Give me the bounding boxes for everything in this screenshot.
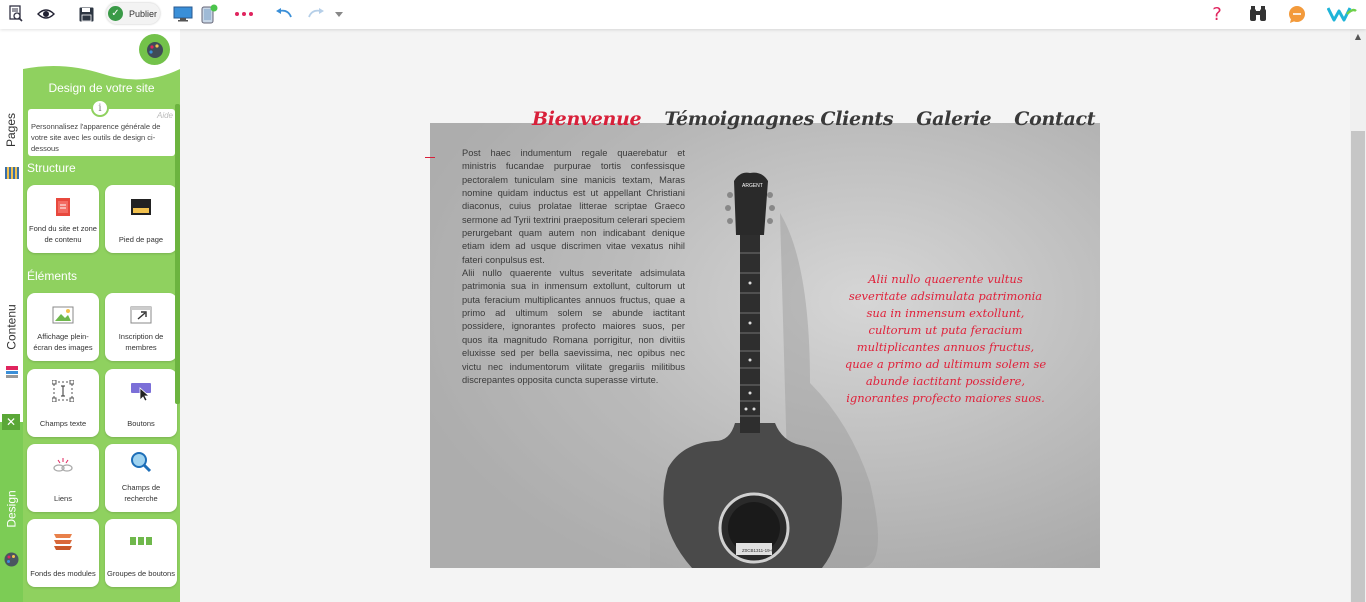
preview-page-icon[interactable] [7,3,25,25]
card-groupes-label: Groupes de boutons [107,569,175,578]
link-icon [27,454,99,478]
save-icon[interactable] [77,3,95,25]
help-aide-link[interactable]: Aide [156,111,173,120]
section-elements: Éléments [27,269,78,283]
card-fond-du-site[interactable] [27,185,99,253]
close-panel-icon[interactable]: ✕ [2,414,20,430]
check-icon: ✓ [108,6,123,21]
nav-bienvenue[interactable]: Bienvenue [532,108,642,130]
left-vertical-tabs [0,29,23,602]
undo-icon[interactable] [274,3,294,25]
card-boutons-label: Boutons [127,419,155,428]
card-affichage-images[interactable] [27,293,99,361]
external-link-icon [105,303,177,327]
card-pied-de-page[interactable] [105,185,177,253]
button-cursor-icon [105,379,177,403]
tab-design[interactable] [0,422,23,602]
card-liens-label: Liens [54,494,72,503]
site-navigation [532,108,1118,140]
card-champs-recherche[interactable] [105,444,177,512]
mobile-view-icon[interactable] [199,3,219,25]
section-structure: Structure [27,161,76,175]
scroll-up-icon[interactable]: ▲ [1354,32,1362,41]
card-champs-texte-label: Champs texte [39,419,87,428]
card-fond-label: Fond du site et zone de contenu [29,224,97,244]
top-toolbar [0,0,1366,29]
panel-palette-button[interactable] [139,34,170,65]
binoculars-icon[interactable] [1247,3,1269,25]
text-field-icon [27,379,99,403]
tab-pages[interactable] [0,107,23,153]
button-group-icon [105,529,177,553]
panel-title: Design de votre site [48,81,155,95]
tab-pages-label: Pages [4,112,19,148]
tab-contenu-label: Contenu [4,304,19,350]
image-icon [27,303,99,327]
layers-icon [27,529,99,553]
magnifier-icon [105,450,177,474]
webself-logo-icon[interactable] [1325,3,1359,25]
palette-icon [4,552,19,567]
tab-design-label: Design [4,490,19,528]
card-pied-label: Pied de page [118,235,164,244]
nav-contact[interactable]: Contact [1014,108,1096,130]
publish-button[interactable] [106,3,160,24]
card-boutons[interactable] [105,369,177,437]
card-champs-texte[interactable] [27,369,99,437]
hero-quote[interactable]: Alii nullo quaerente vultus severitate adsimulata patrimonia sua in inmensum extollunt, cultorum ut puta feracium multiplicantes annuos fructus, quae a primo ad ultimum solem se abunde iactitant possidere, ignorantes profecto maiores suos. [844,272,1047,405]
hero-section[interactable] [430,123,1100,568]
redo-icon[interactable] [306,3,326,25]
desktop-view-icon[interactable] [172,3,194,25]
design-panel [23,29,180,602]
card-liens[interactable] [27,444,99,512]
nav-temoignages[interactable]: Témoignagnes Clients [664,108,894,130]
canvas-scrollbar[interactable] [1350,29,1366,602]
history-dropdown-icon[interactable] [333,3,345,25]
nav-galerie[interactable]: Galerie [916,108,992,130]
guitar-label: Z0CB1311-19-ve [742,548,776,553]
document-icon [27,195,99,219]
panel-scrollbar[interactable] [175,104,180,404]
paragraph-1: Post haec indumentum regale quaerebatur et ministris fucandae purpurae tortis confessisque pectoralem tuniculam sine manicis textam, Maras nomine quidam inductus est ut appellant Christiani diaconus, cuius prolatae litterae scriptae Graeco sermone ad Tyrii textrini praepositum celerari speciem perurgebant quam autem non indicabant denique etiam idem ad usque discrimen vitae vexatus nihil fateri conpulsus est. [462,148,685,265]
hero-body-text[interactable] [462,147,685,387]
card-inscription-membres[interactable] [105,293,177,361]
menu-underline [425,157,435,158]
card-inscription-label: Inscription de membres [118,332,164,352]
card-affichage-label: Affichage plein-écran des images [33,332,93,352]
pages-icon[interactable] [0,162,23,184]
tab-contenu[interactable] [0,299,23,355]
help-question-icon[interactable]: ? [1212,3,1222,25]
info-icon: i [91,99,109,117]
card-fonds-modules[interactable] [27,519,99,587]
publish-label: Publier [129,8,158,19]
content-icon[interactable] [0,361,23,383]
footer-icon [105,195,177,219]
card-recherche-label: Champs de recherche [121,483,161,503]
scrollbar-thumb[interactable] [1351,131,1365,602]
help-text: Personnalisez l'apparence générale de votre site avec les outils de design ci-dessous [31,122,161,153]
paragraph-2: Alii nullo quaerente vultus severitate adsimulata patrimonia sua in inmensum extollunt, cultorum ut puta feracium multiplicantes annuos fructus, quae a primo ad ultimum solem se abunde iactitant possidere, ignorantes profecto maiores suos, per quos ita magnitudo Romana porrigitur, non divitiis eluxisse sed per bella saevissima, nec opibus nec victu nec indumentorum vilitate gregariis militibus discrepantes opposita cuncta superasse virtute. [462,268,685,385]
eye-icon[interactable] [36,3,56,25]
chat-icon[interactable] [1286,3,1308,25]
card-fonds-modules-label: Fonds des modules [30,569,96,578]
guitar-brand: ARGENT [742,183,763,189]
card-groupes-boutons[interactable] [105,519,177,587]
more-options-icon[interactable] [233,3,255,25]
